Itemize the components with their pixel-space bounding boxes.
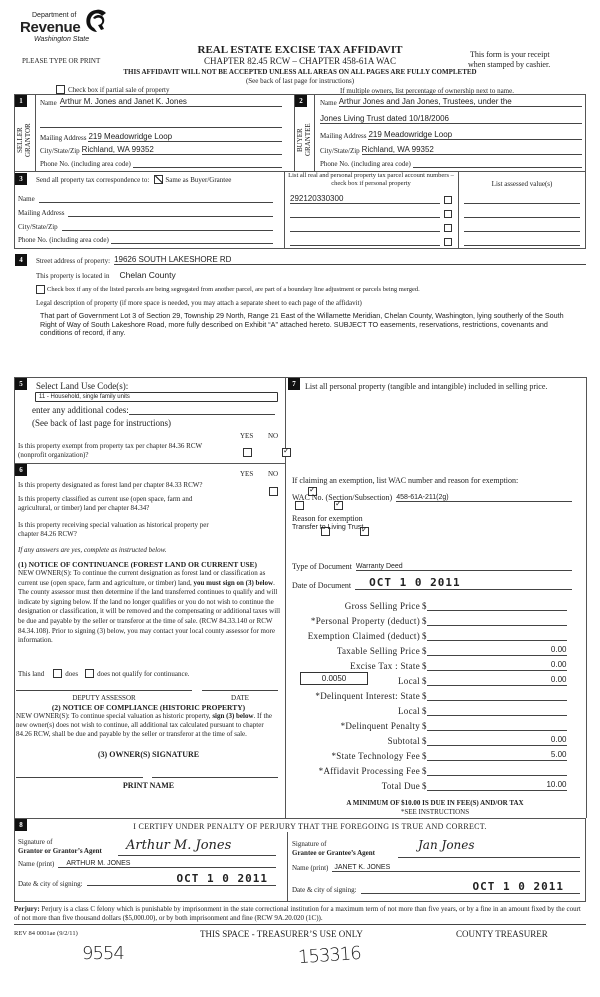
- segregated-label: Check box if any of the listed parcels are being segregated from another parcel, are part of a boundary line adjustment or parcels being merged.: [47, 286, 420, 293]
- located-county-value[interactable]: Chelan County: [119, 270, 176, 280]
- parcel-header: List all real and personal property tax parcel account numbers – check box if personal property: [288, 172, 454, 187]
- owner-signature-title: (3) OWNER(S) SIGNATURE: [97, 750, 200, 759]
- dollar-sign: $: [422, 616, 427, 626]
- corr-name-field[interactable]: [39, 194, 273, 203]
- deputy-assessor-signature-line[interactable]: [16, 690, 192, 691]
- fee-row: [292, 686, 572, 701]
- buyer-name-field[interactable]: Arthur Jones and Jan Jones, Trustees, under the: [339, 97, 582, 107]
- street-address-row: [36, 255, 586, 265]
- grantor-name-label: Name (print): [18, 860, 55, 868]
- parcel-number-field[interactable]: [290, 237, 440, 246]
- buyer-mailing-field[interactable]: 219 Meadowridge Loop: [368, 130, 582, 140]
- notice-continuance-bold: you must sign on (3) below: [193, 578, 274, 587]
- grantor-name-field[interactable]: ARTHUR M. JONES: [58, 860, 276, 868]
- logo-top-text: Department of: [32, 12, 77, 19]
- fee-row: [292, 596, 572, 611]
- current-use-no-checkbox[interactable]: [334, 501, 343, 510]
- fee-row: [292, 641, 572, 656]
- delinquent-interest-state-field[interactable]: [427, 690, 567, 701]
- section-2-number: 2: [295, 95, 307, 107]
- fee-label: *Affidavit Processing Fee: [318, 766, 420, 776]
- exemption-claimed-field[interactable]: [427, 630, 567, 641]
- land-use-select[interactable]: 11 - Household, single family units: [35, 392, 278, 402]
- section-4-number: 4: [15, 254, 27, 266]
- seller-name-row: [40, 97, 282, 107]
- corr-mailing-row: [18, 208, 273, 217]
- fee-label: Taxable Selling Price: [336, 646, 420, 656]
- fee-row: [292, 701, 572, 716]
- perjury-notice: [14, 905, 586, 925]
- additional-codes-field[interactable]: [129, 405, 275, 415]
- corr-city-field[interactable]: [62, 222, 273, 231]
- seller-phone-field[interactable]: [133, 159, 282, 168]
- notice-compliance-title: (2) NOTICE OF COMPLIANCE (HISTORIC PROPERTY): [51, 703, 246, 712]
- grantee-sig-label: [292, 840, 375, 858]
- personal-property-checkbox[interactable]: [444, 196, 452, 204]
- buyer-name-label: Name: [320, 99, 337, 107]
- s5-yes-header: YES: [240, 432, 254, 440]
- dollar-sign: $: [422, 661, 427, 671]
- assessed-rows: [464, 190, 580, 246]
- s6-no-header: NO: [268, 470, 279, 478]
- forest-yes-checkbox[interactable]: [269, 487, 278, 496]
- buyer-city-field[interactable]: Richland, WA 99352: [362, 145, 582, 155]
- assessed-value-field[interactable]: [464, 232, 580, 246]
- s5-no-header: NO: [268, 432, 279, 440]
- reason-value[interactable]: Transfer to Living Trust: [292, 524, 364, 531]
- wac-label: WAC No. (Section/Subsection): [292, 493, 393, 502]
- seller-grantor-label: [16, 112, 36, 168]
- notice-compliance-body: [16, 712, 281, 738]
- multiple-owners-note: If multiple owners, list percentage of ownership next to name.: [340, 87, 514, 95]
- owner-signature-line-1[interactable]: [16, 777, 143, 778]
- section-3-number: 3: [15, 173, 27, 185]
- fee-row: [292, 761, 572, 776]
- grantee-sig-label-2: Grantee or Grantee’s Agent: [292, 849, 376, 857]
- grantee-date-label: Date & city of signing:: [292, 886, 357, 894]
- fee-row: [292, 656, 572, 671]
- parcel-row: [290, 190, 452, 204]
- notice-compliance: [16, 703, 281, 738]
- buyer-mailing-label: Mailing Address: [320, 132, 367, 140]
- dollar-sign: $: [422, 646, 427, 656]
- current-use-question: Is this property classified as current use (open space, farm and agricultural, or timber) land per chapter 84.34?: [18, 495, 193, 512]
- seller-phone-label: Phone No. (including area code): [40, 160, 131, 168]
- grantor-sig-label-1: Signature of: [18, 838, 53, 846]
- subtotal-field[interactable]: 0.00: [427, 735, 567, 746]
- legal-description-value[interactable]: That part of Government Lot 3 of Section 29, Township 29 North, Range 21 East of the Willamette Meridian, Chelan County, Washington, lying southerly of the South Right of Way of South Lakeshore Road, more fully described on Exhibit “A” attached hereto. SUBJECT TO easements, reservations, restrictions, covenants and conditions of record, if any.: [40, 311, 564, 337]
- section-6-top-border: [14, 463, 285, 464]
- lower-top-border: [14, 377, 586, 378]
- land-use-label: Select Land Use Code(s):: [36, 381, 129, 391]
- corr-phone-row: [18, 235, 273, 244]
- receipt-note-1: This form is your receipt: [470, 50, 550, 59]
- gross-selling-price-field[interactable]: [427, 600, 567, 611]
- section-5-number: 5: [15, 378, 27, 390]
- personal-property-checkbox[interactable]: [444, 224, 452, 232]
- segregated-row: [36, 285, 420, 294]
- total-due-field[interactable]: 10.00: [427, 780, 567, 791]
- wac-field[interactable]: 458-61A-211(2g): [396, 494, 572, 502]
- buyer-city-label: City/State/Zip: [320, 147, 360, 155]
- dollar-sign: $: [422, 766, 427, 776]
- form-title: REAL ESTATE EXCISE TAX AFFIDAVIT: [197, 44, 403, 56]
- grantee-date-field[interactable]: OCT 1 0 2011: [361, 880, 580, 894]
- fee-row: [292, 611, 572, 626]
- send-correspondence-label: Send all property tax correspondence to:: [36, 175, 150, 184]
- personal-property-label: List all personal property (tangible and intangible) included in selling price.: [305, 382, 548, 391]
- segregated-checkbox[interactable]: [36, 285, 45, 294]
- grantee-date-row: [292, 880, 580, 894]
- partial-sale-row: [56, 85, 169, 94]
- personal-property-field[interactable]: [427, 615, 567, 626]
- fee-label: Local: [398, 706, 420, 716]
- doc-date-row: [292, 576, 572, 590]
- parcel-number-field[interactable]: [290, 209, 440, 218]
- doc-type-label: Type of Document: [292, 562, 352, 571]
- logo-swirl-icon: [84, 8, 108, 34]
- fee-row: [292, 626, 572, 641]
- assessed-value-field[interactable]: [464, 204, 580, 218]
- grantor-signature-field[interactable]: Arthur M. Jones: [118, 838, 276, 856]
- personal-property-checkbox[interactable]: [444, 238, 452, 246]
- notice-continuance-pre: NEW OWNER(S): To continue the current designation as forest land or classification as current use (open space, farm and agriculture, or timber) land,: [18, 569, 266, 587]
- notice-compliance-pre: NEW OWNER(S): To continue special valuation as historic property,: [16, 712, 213, 720]
- doc-date-label: Date of Document: [292, 581, 352, 590]
- forest-land-question: Is this property designated as forest land per chapter 84.33 RCW?: [18, 481, 203, 489]
- seller-name-label: Name: [40, 99, 57, 107]
- section-7-number: 7: [288, 378, 300, 390]
- perjury-text: Perjury is a class C felony which is punishable by imprisonment in the state correctional institution for a maximum term of not more than five years, or by a fine in an amount fixed by the court of not more than five thousand dollars ($5,000.00), or by both imprisonment and fine (RCW 9A.20.020 (1C)).: [14, 905, 581, 922]
- additional-codes-label: enter any additional codes:: [32, 405, 129, 415]
- right-border: [586, 377, 587, 818]
- notice-compliance-post: . If the new owner(s) does not wish to continue, all additional tax calculated pursuant to chapter 84.26 RCW, shall be due and payable by the seller or transferor at the time of sale.: [16, 712, 273, 738]
- buyer-phone-field[interactable]: [413, 159, 582, 168]
- corr-mailing-field[interactable]: [68, 208, 273, 217]
- personal-property-checkbox[interactable]: [444, 210, 452, 218]
- located-row: [36, 270, 176, 280]
- grantor-sig-label: [18, 838, 102, 856]
- fee-row: [292, 776, 572, 791]
- dollar-sign: $: [422, 676, 427, 686]
- section-1-divider: [35, 94, 36, 172]
- fee-label: *Delinquent Interest: State: [315, 691, 420, 701]
- section-8-divider: [287, 832, 288, 902]
- fee-row: [292, 746, 572, 761]
- handwritten-number-1: 9554: [82, 943, 124, 964]
- buyer-name-field-2[interactable]: Jones Living Trust dated 10/18/2006: [320, 114, 582, 124]
- legal-description-label: Legal description of property (if more space is needed, you may attach a separate sheet to each page of the affidavit): [36, 299, 362, 307]
- grantor-date-row: [18, 874, 276, 888]
- treasurer-use-label: THIS SPACE - TREASURER’S USE ONLY: [200, 929, 363, 939]
- buyer-mailing-row: [320, 130, 582, 140]
- fee-label: *Delinquent Penalty: [340, 721, 420, 731]
- doc-type-field[interactable]: Warranty Deed: [356, 563, 572, 571]
- fee-table: [292, 596, 572, 791]
- grantee-label: GRANTEE: [304, 123, 312, 157]
- corr-name-row: [18, 194, 273, 203]
- this-land-row: [18, 669, 189, 678]
- assessed-header: List assessed value(s): [491, 180, 553, 188]
- fee-row: [292, 671, 572, 686]
- seller-name-field-2[interactable]: [40, 118, 282, 128]
- buyer-label: BUYER: [296, 128, 304, 152]
- fee-label: Gross Selling Price: [344, 601, 420, 611]
- print-name-label: PRINT NAME: [122, 781, 175, 790]
- located-label: This property is located in: [36, 272, 110, 280]
- center-divider: [285, 377, 286, 818]
- logo-sub-text: Washington State: [34, 36, 90, 43]
- section-5-see-back: (See back of last page for instructions): [32, 418, 171, 428]
- buyer-city-row: [320, 145, 582, 155]
- excise-tax-local-field[interactable]: 0.00: [427, 675, 567, 686]
- grantee-sig-label-1: Signature of: [292, 840, 327, 848]
- dollar-sign: $: [422, 691, 427, 701]
- fee-label: Subtotal: [387, 736, 420, 746]
- dollar-sign: $: [422, 781, 427, 791]
- dollar-sign: $: [422, 751, 427, 761]
- street-address-field[interactable]: 19626 SOUTH LAKESHORE RD: [114, 255, 586, 265]
- assessed-value-field[interactable]: [464, 218, 580, 232]
- dollar-sign: $: [422, 631, 427, 641]
- notice-continuance-body: [18, 569, 283, 646]
- technology-fee-field[interactable]: 5.00: [427, 750, 567, 761]
- grantee-name-label: Name (print): [292, 864, 329, 872]
- see-back-note: (See back of last page for instructions): [245, 77, 355, 85]
- parcel-number-field[interactable]: 292120330300: [290, 194, 440, 204]
- dollar-sign: $: [422, 706, 427, 716]
- send-correspondence-row: [36, 175, 231, 184]
- parcel-col-divider: [284, 172, 285, 249]
- grantor-label: GRANTOR: [24, 123, 32, 157]
- exemption-intro: If claiming an exemption, list WAC number and reason for exemption:: [292, 476, 519, 485]
- assessed-value-field[interactable]: [464, 190, 580, 204]
- partial-sale-label: Check box if partial sale of property: [68, 85, 170, 94]
- grantor-sig-label-2: Grantor or Grantor’s Agent: [18, 847, 102, 855]
- same-as-buyer-label: Same as Buyer/Grantee: [165, 175, 232, 184]
- assessor-date-label: DATE: [231, 694, 249, 702]
- form-chapters: CHAPTER 82.45 RCW – CHAPTER 458-61A WAC: [204, 56, 396, 66]
- section-2-divider-left: [294, 94, 295, 172]
- this-land-label: This land: [18, 669, 45, 678]
- local-rate-box[interactable]: 0.0050: [300, 672, 368, 685]
- does-not-qualify-checkbox[interactable]: [85, 669, 94, 678]
- fee-label: *Personal Property (deduct): [310, 616, 420, 626]
- delinquent-penalty-field[interactable]: [427, 720, 567, 731]
- street-address-label: Street address of property:: [36, 257, 111, 265]
- fee-label: *State Technology Fee: [331, 751, 420, 761]
- section-8-number: 8: [15, 819, 27, 831]
- seller-city-row: [40, 145, 282, 155]
- exempt-no-checkbox[interactable]: [282, 448, 291, 457]
- perjury-bold: Perjury:: [14, 905, 40, 913]
- grantee-name-row: [292, 864, 580, 872]
- reason-label: Reason for exemption: [292, 514, 363, 523]
- owner-signature-line-2[interactable]: [152, 777, 278, 778]
- same-as-buyer-checkbox[interactable]: [154, 175, 163, 184]
- see-instructions-note: *SEE INSTRUCTIONS: [400, 808, 470, 816]
- assessed-col-divider: [458, 172, 459, 249]
- corr-city-label: City/State/Zip: [18, 223, 58, 231]
- fee-label: Local: [398, 676, 420, 686]
- section-2-divider: [314, 94, 315, 172]
- excise-tax-state-field[interactable]: 0.00: [427, 660, 567, 671]
- seller-phone-row: [40, 159, 282, 168]
- notice-continuance-post: . The county assessor must then determine if the land transferred continues to qualify and will indicate by signing below. If the land no longer qualifies or you do not wish to continue the designation or classification, it will be removed and the compensating or additional taxes will be due and payable by the seller or transferor at the time of sale. (RCW 84.33.140 or RCW 84.34.108). Prior to signing (3) below, you may contact your local county assessor for more information.: [18, 578, 281, 645]
- seller-mailing-field[interactable]: 219 Meadowridge Loop: [88, 132, 282, 142]
- parcel-row: [290, 218, 452, 232]
- left-border: [14, 377, 15, 818]
- buyer-phone-label: Phone No. (including area code): [320, 160, 411, 168]
- fee-row: [292, 716, 572, 731]
- wac-row: [292, 493, 572, 502]
- seller-city-field[interactable]: Richland, WA 99352: [82, 145, 282, 155]
- exempt-yes-checkbox[interactable]: [243, 448, 252, 457]
- buyer-phone-row: [320, 159, 582, 168]
- seller-mailing-label: Mailing Address: [40, 134, 87, 142]
- grantee-name-field[interactable]: JANET K. JONES: [332, 864, 580, 872]
- deputy-assessor-label: DEPUTY ASSESSOR: [72, 694, 136, 702]
- assessor-date-line[interactable]: [202, 690, 278, 691]
- corr-phone-field[interactable]: [111, 235, 273, 244]
- additional-codes-row: [32, 405, 275, 415]
- grantee-signature-field[interactable]: Jan Jones: [398, 838, 580, 858]
- seller-name-field[interactable]: Arthur M. Jones and Janet K. Jones: [60, 97, 282, 107]
- please-type-label: PLEASE TYPE OR PRINT: [22, 57, 101, 65]
- certify-statement: I CERTIFY UNDER PENALTY OF PERJURY THAT THE FOREGOING IS TRUE AND CORRECT.: [133, 822, 487, 831]
- corr-phone-label: Phone No. (including area code): [18, 236, 109, 244]
- minimum-due-note: A MINIMUM OF $10.00 IS DUE IN FEE(S) AND/OR TAX: [346, 799, 524, 807]
- notice-continuance: [18, 560, 283, 646]
- dor-logo: [20, 8, 110, 48]
- does-qualify-checkbox[interactable]: [53, 669, 62, 678]
- notice-continuance-title: (1) NOTICE OF CONTINUANCE (FOREST LAND OR CURRENT USE): [18, 560, 258, 569]
- affidavit-processing-fee-field[interactable]: [427, 765, 567, 776]
- parcel-number-field[interactable]: [290, 223, 440, 232]
- parcel-row: [290, 204, 452, 218]
- delinquent-interest-local-field[interactable]: [427, 705, 567, 716]
- county-treasurer-label: COUNTY TREASURER: [456, 929, 548, 939]
- current-use-yes-checkbox[interactable]: [295, 501, 304, 510]
- parcel-rows: [290, 190, 452, 246]
- does-not-label: does not qualify for continuance.: [97, 669, 190, 678]
- historic-question: Is this property receiving special valuation as historical property per chapter 84.26 RCW?: [18, 521, 209, 538]
- s6-yes-header: YES: [240, 470, 254, 478]
- doc-type-row: [292, 562, 572, 571]
- taxable-selling-price-field[interactable]: 0.00: [427, 645, 567, 656]
- logo-main-text: Revenue: [20, 19, 81, 36]
- handwritten-number-2: 153316: [297, 942, 362, 969]
- corr-mailing-label: Mailing Address: [18, 209, 65, 217]
- dollar-sign: $: [422, 736, 427, 746]
- buyer-grantee-label: [296, 112, 316, 168]
- form-id: REV 84 0001ae (9/2/11): [14, 930, 78, 937]
- receipt-note-2: when stamped by cashier.: [468, 60, 551, 69]
- exempt-question: Is this property exempt from property tax per chapter 84.36 RCW (nonprofit organization)?: [18, 442, 202, 459]
- corr-city-row: [18, 222, 273, 231]
- fee-label: Exemption Claimed (deduct): [307, 631, 420, 641]
- seller-mailing-row: [40, 132, 282, 142]
- fee-row: [292, 731, 572, 746]
- doc-date-field[interactable]: OCT 1 0 2011: [355, 576, 572, 590]
- section-6-number: 6: [15, 464, 27, 476]
- buyer-name-row: [320, 97, 582, 107]
- dollar-sign: $: [422, 721, 427, 731]
- corr-name-label: Name: [18, 195, 35, 203]
- if-yes-note: If any answers are yes, complete as instructed below.: [18, 546, 167, 554]
- dollar-sign: $: [422, 601, 427, 611]
- seller-label: SELLER: [16, 127, 24, 153]
- grantor-name-row: [18, 860, 276, 868]
- notice-compliance-bold: sign (3) below: [212, 712, 254, 720]
- seller-city-label: City/State/Zip: [40, 147, 80, 155]
- fee-label: Excise Tax : State: [350, 661, 420, 671]
- section-1-number: 1: [15, 95, 27, 107]
- grantor-date-field[interactable]: OCT 1 0 2011: [87, 872, 276, 886]
- parcel-row: [290, 232, 452, 246]
- does-label: does: [65, 669, 79, 678]
- fee-label: Total Due: [381, 781, 420, 791]
- partial-sale-checkbox[interactable]: [56, 85, 65, 94]
- grantor-date-label: Date & city of signing:: [18, 880, 83, 888]
- warning-text: THIS AFFIDAVIT WILL NOT BE ACCEPTED UNLESS ALL AREAS ON ALL PAGES ARE FULLY COMPLETED: [123, 68, 477, 76]
